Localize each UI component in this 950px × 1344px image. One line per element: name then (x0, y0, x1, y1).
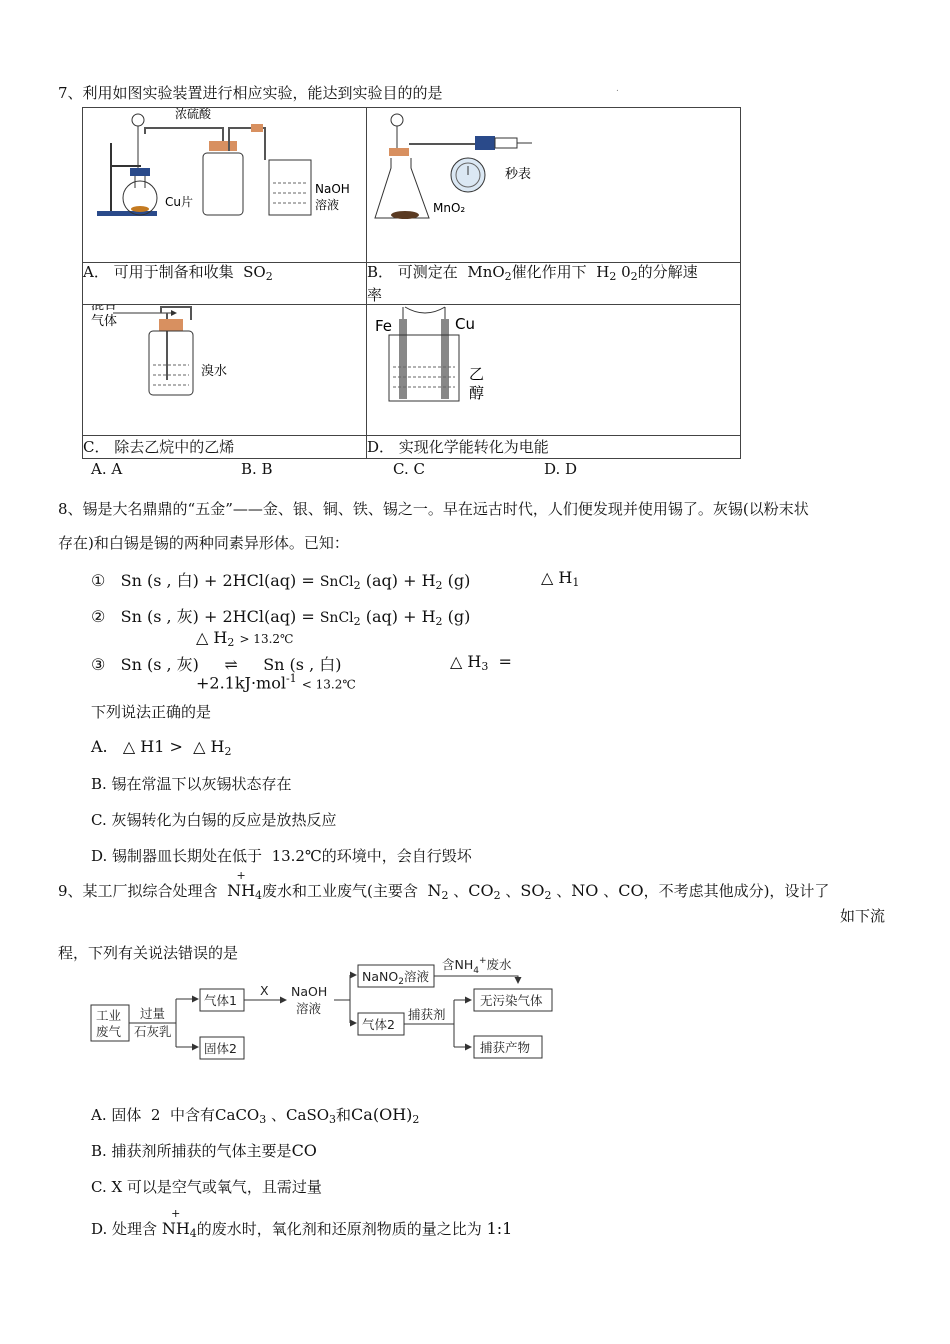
q8-stem-line1: 8、锡是大名鼎鼎的“五金”——金、银、铜、铁、锡之一。早在远古时代，人们便发现并使用锡了。灰锡(以粉末状 (58, 500, 809, 518)
q9-stem-wrap: 如下流 (840, 907, 886, 925)
q9-stem-line1: 9、某工厂拟综合处理含 + $NH_4$废水和工业废气(主要含 $N_2$ 、$CO_2$ 、$SO_2$ 、NO 、CO，不考虑其他成分)，设计了 (58, 869, 830, 902)
fig-c-mix-label: 混合 (91, 305, 118, 313)
box-gas-2: 气体2 (362, 1017, 395, 1032)
label-excess: 过量 (140, 1006, 166, 1021)
q7-option-d[interactable]: D. D (544, 460, 578, 478)
fig-c-gas-label: 气体 (91, 314, 118, 329)
cap-c: C． 除去乙烷中的乙烯 (83, 436, 367, 459)
fig-a-solution-label: 溶液 (315, 198, 340, 212)
q9-option-d[interactable]: D. 处理含 + $NH_4$的废水时，氧化剂和还原剂物质的量之比为 1:1 (91, 1207, 513, 1240)
condition-low: < 13.2℃ (301, 677, 356, 692)
fig-b-watch-label: 秒表 (505, 167, 532, 182)
reaction-1: ① Sn (s , 白) + 2HCl(aq) = SnCl$_2$ $(aq) + H_2$ (g) (91, 571, 471, 592)
fig-c-cell (83, 305, 367, 436)
q7-option-c[interactable]: C. C (393, 460, 425, 478)
fig-d-ethanol-label-2: 醇 (469, 384, 485, 402)
fig-a-cu-label: Cu片 (165, 195, 193, 209)
q9-stem-line2: 程，下列有关说法错误的是 (58, 944, 239, 962)
box-nano2-solution: NaNO$_2$溶液 (362, 969, 429, 987)
reaction-2: ② Sn (s , 灰) + 2HCl(aq) = SnCl$_2$ $(aq) + H_2$ (g) (91, 607, 471, 628)
ammonium-ion-d: + NH (161, 1207, 190, 1238)
reaction-3-value: +2.1kJ·mol$^{-1}$ < 13.2℃ (196, 672, 356, 693)
cap-a: A． 可用于制备和收集 $SO_2$ (83, 263, 367, 305)
fig-d-cell (367, 305, 741, 436)
q8-option-b[interactable]: B. 锡在常温下以灰锡状态存在 (91, 775, 292, 793)
fig-a-acid-label: 浓硫酸 (175, 108, 212, 121)
ammonium-ion: + NH (227, 869, 256, 900)
box-waste-gas-2: 废气 (96, 1024, 122, 1039)
q8-ask: 下列说法正确的是 (91, 703, 212, 721)
fig-a-apparatus (83, 108, 366, 258)
box-waste-gas-1: 工业 (96, 1008, 122, 1023)
reaction-1-enthalpy: △ $H_1$ (541, 568, 580, 589)
reaction-3: ③ Sn (s , 灰) ⇌ Sn (s , 白) (91, 655, 342, 674)
fig-d-fe-label: Fe (375, 317, 393, 335)
reaction-3-enthalpy: △ $H_3$ = (450, 652, 512, 673)
fig-a-cell (83, 108, 367, 263)
q7-option-b[interactable]: B. B (241, 460, 273, 478)
fig-c-apparatus (83, 305, 366, 431)
label-nh4-wastewater: 含$NH_4^+$废水 (442, 956, 512, 976)
q8-option-d[interactable]: D. 锡制器皿长期处在低于 13.2℃的环境中，会自行毁坏 (91, 847, 472, 865)
fig-b-apparatus (367, 108, 740, 258)
q7-dot: . (616, 84, 619, 94)
box-clean-gas: 无污染气体 (480, 993, 543, 1008)
process-flowchart (88, 955, 568, 1065)
reaction-2-enthalpy: △ $H_2$ > 13.2℃ (196, 628, 294, 649)
fig-b-cell (367, 108, 741, 263)
fig-a-naoh-label: NaOH (315, 182, 350, 196)
label-x: X (260, 983, 269, 998)
q8-option-a[interactable]: A. △ H1 > △ $H_2$ (91, 737, 232, 758)
box-gas-1: 气体1 (204, 993, 237, 1008)
q8-stem-line2: 存在)和白锡是锡的两种同素异形体。已知： (58, 534, 349, 552)
fig-c-bromine-label: 溴水 (201, 364, 228, 379)
label-lime: 石灰乳 (134, 1024, 172, 1039)
cap-d: D． 实现化学能转化为电能 (367, 436, 741, 459)
fig-d-ethanol-label-1: 乙 (469, 365, 485, 383)
label-naoh: NaOH (291, 984, 328, 999)
q7-figure-table (82, 107, 741, 459)
condition-high: > 13.2℃ (239, 632, 294, 646)
equilibrium-arrow: ⇌ (224, 655, 238, 674)
box-capture-product: 捕获产物 (480, 1040, 531, 1055)
q9-option-c[interactable]: C. X 可以是空气或氧气，且需过量 (91, 1178, 322, 1196)
q7-option-a[interactable]: A. A (91, 460, 123, 478)
label-naoh-solution: 溶液 (296, 1001, 322, 1016)
q7-stem: 7、利用如图实验装置进行相应实验，能达到实验目的的是 (58, 84, 443, 102)
fig-b-mno2-label: MnO₂ (433, 201, 466, 215)
box-solid-2: 固体2 (204, 1041, 237, 1056)
label-capture-agent: 捕获剂 (408, 1007, 446, 1022)
q9-option-a[interactable]: A. 固体 2 中含有CaCO$_3$ 、CaSO$_3$和$Ca(OH)_2$ (91, 1105, 420, 1126)
q9-option-b[interactable]: B. 捕获剂所捕获的气体主要是CO (91, 1141, 317, 1160)
fig-d-cu-label: Cu (455, 315, 475, 333)
fig-d-apparatus (367, 305, 740, 431)
q8-option-c[interactable]: C. 灰锡转化为白锡的反应是放热反应 (91, 811, 337, 829)
cap-b: B． 可测定在 MnO$_2$催化作用下 $H_2$ $0_2$的分解速 率 (367, 263, 741, 305)
